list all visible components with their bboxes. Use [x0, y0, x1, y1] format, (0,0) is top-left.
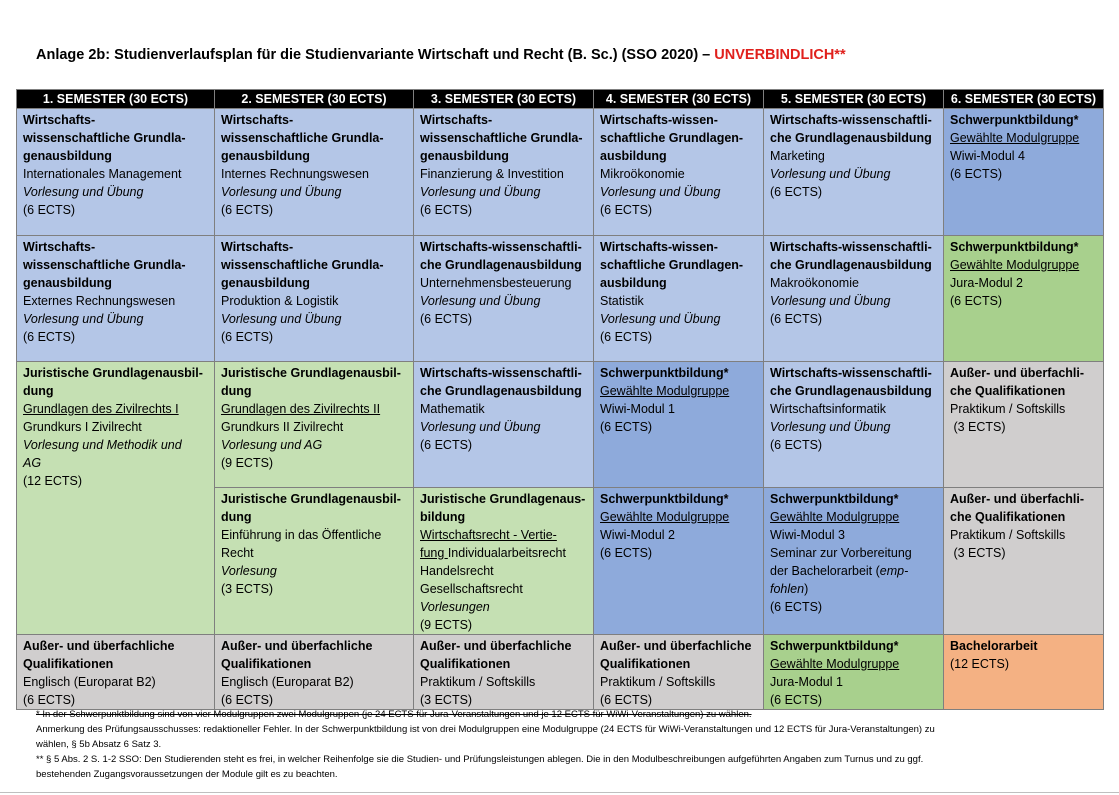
module-cell: Bachelorarbeit (12 ECTS) [944, 635, 1104, 710]
module-cell: Wirtschafts- wissenschaftliche Grundla- genausbildung Externes Rechnungswesen Vorlesung und Übung (6 ECTS) [17, 236, 215, 362]
table-row [17, 109, 1104, 236]
semester-header-3: 3. SEMESTER (30 ECTS) [414, 90, 594, 109]
page-divider [0, 792, 1119, 793]
footnote-line: * In der Schwerpunktbildung sind von vier Modulgruppen zwei Modulgruppen (je 24 ECTS für Jura-Veranstaltungen und je 12 ECTS für WiWi-Veranstaltungen) zu wählen. [36, 709, 752, 720]
module-cell: Außer- und überfachliche Qualifikationen Englisch (Europarat B2) (6 ECTS) [17, 635, 215, 710]
module-cell: Schwerpunktbildung* Gewählte Modulgruppe Jura-Modul 1 (6 ECTS) [764, 635, 944, 710]
footnote-line: Anmerkung des Prüfungsausschusses: redaktioneller Fehler. In der Schwerpunktbildung ist von drei Modulgruppen eine Modulgruppe (24 ECTS für WiWi-Veranstaltungen und 12 ECTS für Jura-Veranstaltungen) zu [36, 724, 935, 735]
study-plan-table [16, 89, 1104, 710]
table-row [17, 362, 1104, 488]
module-cell: Schwerpunktbildung* Gewählte Modulgruppe Jura-Modul 2 (6 ECTS) [944, 236, 1104, 362]
module-cell: Schwerpunktbildung* Gewählte Modulgruppe Wiwi-Modul 3 Seminar zur Vorbereitung der Bachelorarbeit (emp- fohlen) (6 ECTS) [764, 488, 944, 635]
title-highlight: UNVERBINDLICH** [714, 47, 846, 63]
footnote-line: wählen, § 5b Absatz 6 Satz 3. [36, 739, 162, 750]
footnote-line: bestehenden Zugangsvoraussetzungen der Module gilt es zu beachten. [36, 769, 338, 780]
module-cell: Wirtschafts- wissenschaftliche Grundla- genausbildung Internationales Management Vorlesung und Übung (6 ECTS) [17, 109, 215, 236]
module-cell: Wirtschafts- wissenschaftliche Grundla- genausbildung Produktion & Logistik Vorlesung und Übung (6 ECTS) [215, 236, 414, 362]
module-cell: Außer- und überfachli- che Qualifikationen Praktikum / Softskills (3 ECTS) [944, 362, 1104, 488]
module-cell: Außer- und überfachliche Qualifikationen Praktikum / Softskills (3 ECTS) [414, 635, 594, 710]
semester-header-2: 2. SEMESTER (30 ECTS) [215, 90, 414, 109]
module-cell: Wirtschafts-wissenschaftli- che Grundlagenausbildung Makroökonomie Vorlesung und Übung (6 ECTS) [764, 236, 944, 362]
module-cell: Juristische Grundlagenausbil- dung Grundlagen des Zivilrechts I Grundkurs I Zivilrecht Vorlesung und Methodik und AG (12 ECTS) [17, 362, 215, 635]
header-row [17, 90, 1104, 109]
module-cell: Wirtschafts-wissenschaftli- che Grundlagenausbildung Mathematik Vorlesung und Übung (6 ECTS) [414, 362, 594, 488]
module-cell: Wirtschafts-wissen- schaftliche Grundlagen- ausbildung Statistik Vorlesung und Übung (6 ECTS) [594, 236, 764, 362]
semester-header-6: 6. SEMESTER (30 ECTS) [944, 90, 1104, 109]
module-cell: Wirtschafts-wissenschaftli- che Grundlagenausbildung Unternehmensbesteuerung Vorlesung und Übung (6 ECTS) [414, 236, 594, 362]
semester-header-5: 5. SEMESTER (30 ECTS) [764, 90, 944, 109]
module-cell: Außer- und überfachliche Qualifikationen Englisch (Europarat B2) (6 ECTS) [215, 635, 414, 710]
module-cell: Juristische Grundlagenausbil- dung Einführung in das Öffentliche Recht Vorlesung (3 ECTS) [215, 488, 414, 635]
footnote-line: ** § 5 Abs. 2 S. 1-2 SSO: Den Studierenden steht es frei, in welcher Reihenfolge sie die Studien- und Prüfungsleistungen ablegen. Die in den Modulbeschreibungen aufgeführten Angaben zum Turnus und zu ggf. [36, 754, 924, 765]
module-cell: Schwerpunktbildung* Gewählte Modulgruppe Wiwi-Modul 4 (6 ECTS) [944, 109, 1104, 236]
table-row [17, 236, 1104, 362]
module-cell: Wirtschafts-wissenschaftli- che Grundlagenausbildung Marketing Vorlesung und Übung (6 ECTS) [764, 109, 944, 236]
footnotes [36, 707, 1096, 782]
module-cell: Außer- und überfachliche Qualifikationen Praktikum / Softskills (6 ECTS) [594, 635, 764, 710]
module-cell: Juristische Grundlagenaus- bildung Wirtschaftsrecht - Vertie- fung Individualarbeitsrecht Handelsrecht Gesellschaftsrecht Vorlesungen (9 ECTS) [414, 488, 594, 635]
semester-header-4: 4. SEMESTER (30 ECTS) [594, 90, 764, 109]
module-cell: Wirtschafts- wissenschaftliche Grundla- genausbildung Finanzierung & Investition Vorlesung und Übung (6 ECTS) [414, 109, 594, 236]
module-cell: Außer- und überfachli- che Qualifikationen Praktikum / Softskills (3 ECTS) [944, 488, 1104, 635]
table-row [17, 635, 1104, 710]
module-cell: Wirtschafts-wissen- schaftliche Grundlagen- ausbildung Mikroökonomie Vorlesung und Übung (6 ECTS) [594, 109, 764, 236]
module-cell: Wirtschafts- wissenschaftliche Grundla- genausbildung Internes Rechnungswesen Vorlesung und Übung (6 ECTS) [215, 109, 414, 236]
module-cell: Wirtschafts-wissenschaftli- che Grundlagenausbildung Wirtschaftsinformatik Vorlesung und Übung (6 ECTS) [764, 362, 944, 488]
module-cell: Juristische Grundlagenausbil- dung Grundlagen des Zivilrechts II Grundkurs II Zivilrecht Vorlesung und AG (9 ECTS) [215, 362, 414, 488]
page-title [36, 47, 846, 63]
module-cell: Schwerpunktbildung* Gewählte Modulgruppe Wiwi-Modul 2 (6 ECTS) [594, 488, 764, 635]
module-cell: Schwerpunktbildung* Gewählte Modulgruppe Wiwi-Modul 1 (6 ECTS) [594, 362, 764, 488]
semester-header-1: 1. SEMESTER (30 ECTS) [17, 90, 215, 109]
title-text: Anlage 2b: Studienverlaufsplan für die Studienvariante Wirtschaft und Recht (B. Sc.) (SSO 2020) – [36, 47, 715, 63]
